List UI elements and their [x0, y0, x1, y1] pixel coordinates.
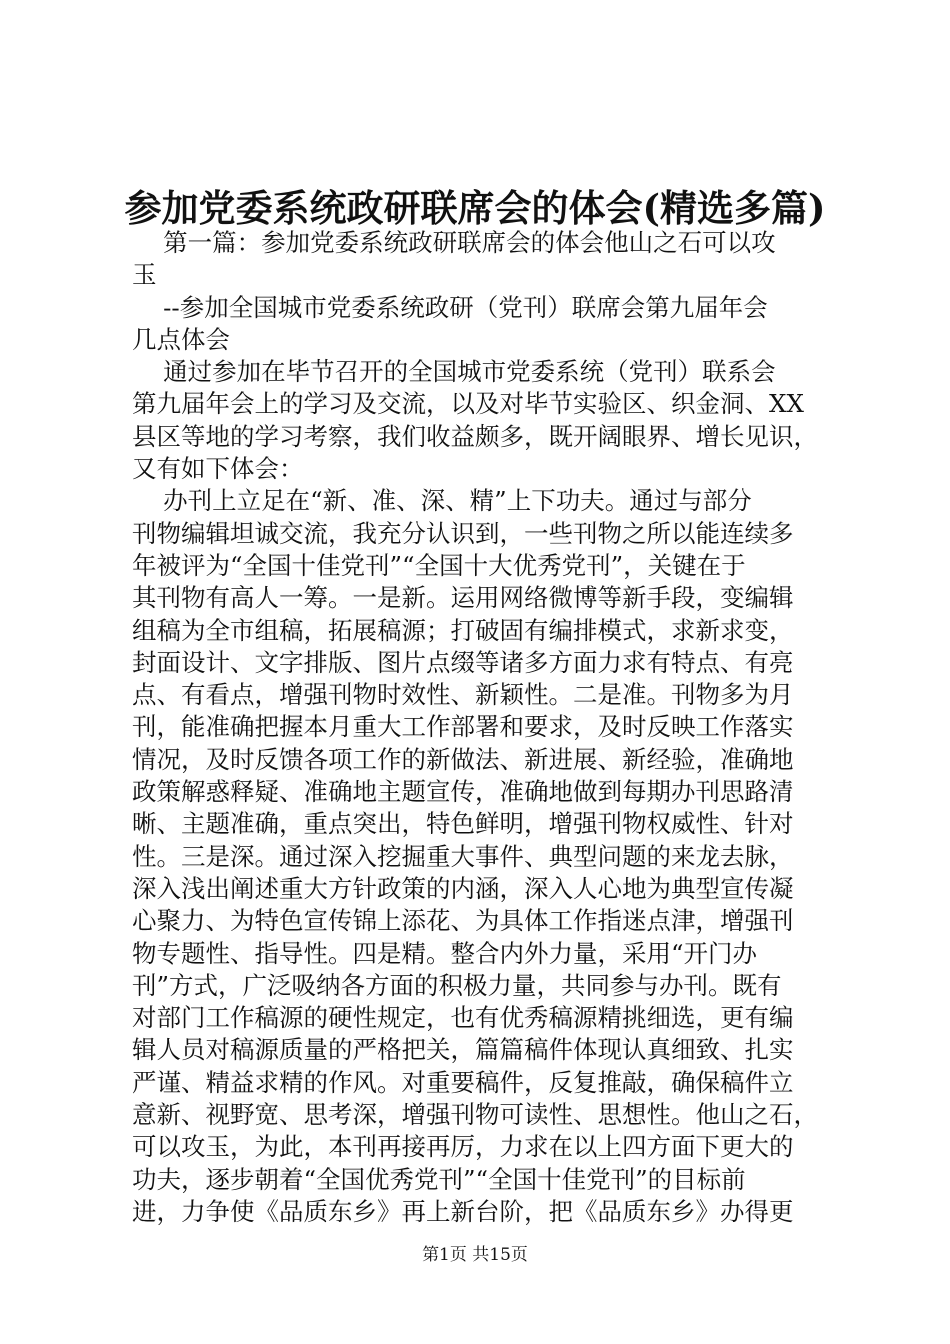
body-line: 年被评为“全国十佳党刊”“全国十大优秀党刊”，关键在于 — [132, 550, 746, 580]
body-line: 刊”方式，广泛吸纳各方面的积极力量，共同参与办刊。既有 — [132, 970, 782, 1000]
body-line: 心聚力、为特色宣传锦上添花、为具体工作指迷点津，增强刊 — [132, 906, 794, 936]
body-line: 物专题性、指导性。四是精。整合内外力量，采用“开门办 — [132, 938, 758, 968]
body-line: 性。三是深。通过深入挖掘重大事件、典型问题的来龙去脉， — [132, 841, 794, 871]
body-line: 刊物编辑坦诚交流，我充分认识到，一些刊物之所以能连续多 — [132, 518, 794, 548]
body-line: 政策解惑释疑、准确地主题宣传，准确地做到每期办刊思路清 — [132, 777, 794, 807]
body-line: 玉 — [132, 260, 157, 290]
body-line: 组稿为全市组稿，拓展稿源；打破固有编排模式，求新求变， — [132, 615, 794, 645]
body-line: 情况，及时反馈各项工作的新做法、新进展、新经验，准确地 — [132, 744, 794, 774]
body-line: 可以攻玉，为此，本刊再接再厉，力求在以上四方面下更大的 — [132, 1132, 794, 1162]
page-number-footer: 第1页 共15页 — [422, 1245, 528, 1265]
body-line: 第一篇：参加党委系统政研联席会的体会他山之石可以攻 — [132, 228, 776, 257]
body-line: 其刊物有高人一筹。一是新。运用网络微博等新手段，变编辑 — [132, 583, 794, 613]
body-line: 封面设计、文字排版、图片点缀等诸多方面力求有特点、有亮 — [132, 647, 794, 677]
body-line: 办刊上立足在“新、准、深、精”上下功夫。通过与部分 — [132, 486, 752, 516]
body-line: 县区等地的学习考察，我们收益颇多，既开阔眼界、增长见识， — [132, 421, 818, 451]
body-line: --参加全国城市党委系统政研（党刊）联席会第九届年会 — [132, 292, 768, 322]
body-line: 进，力争使《品质东乡》再上新台阶，把《品质东乡》办得更 — [132, 1196, 794, 1226]
body-line: 晰、主题准确，重点突出，特色鲜明，增强刊物权威性、针对 — [132, 809, 794, 839]
document-body — [132, 227, 832, 1228]
body-line: 对部门工作稿源的硬性规定，也有优秀稿源精挑细选，更有编 — [132, 1003, 794, 1033]
body-line: 通过参加在毕节召开的全国城市党委系统（党刊）联系会 — [132, 357, 776, 387]
body-line: 辑人员对稿源质量的严格把关，篇篇稿件体现认真细致、扎实 — [132, 1035, 794, 1065]
body-line: 意新、视野宽、思考深，增强刊物可读性、思想性。他山之石， — [132, 1100, 818, 1130]
body-line: 几点体会 — [132, 324, 230, 354]
body-line: 点、有看点，增强刊物时效性、新颖性。二是准。刊物多为月 — [132, 680, 794, 710]
body-line: 深入浅出阐述重大方针政策的内涵，深入人心地为典型宣传凝 — [132, 873, 794, 903]
body-line: 又有如下体会： — [132, 454, 304, 484]
body-line: 刊，能准确把握本月重大工作部署和要求，及时反映工作落实 — [132, 712, 794, 742]
body-line: 功夫，逐步朝着“全国优秀党刊”“全国十佳党刊”的目标前 — [132, 1164, 746, 1194]
body-line: 严谨、精益求精的作风。对重要稿件，反复推敲，确保稿件立 — [132, 1067, 794, 1097]
document-title: 参加党委系统政研联席会的体会(精选多篇) — [124, 186, 826, 230]
body-line: 第九届年会上的学习及交流，以及对毕节实验区、织金洞、XX — [132, 389, 804, 419]
